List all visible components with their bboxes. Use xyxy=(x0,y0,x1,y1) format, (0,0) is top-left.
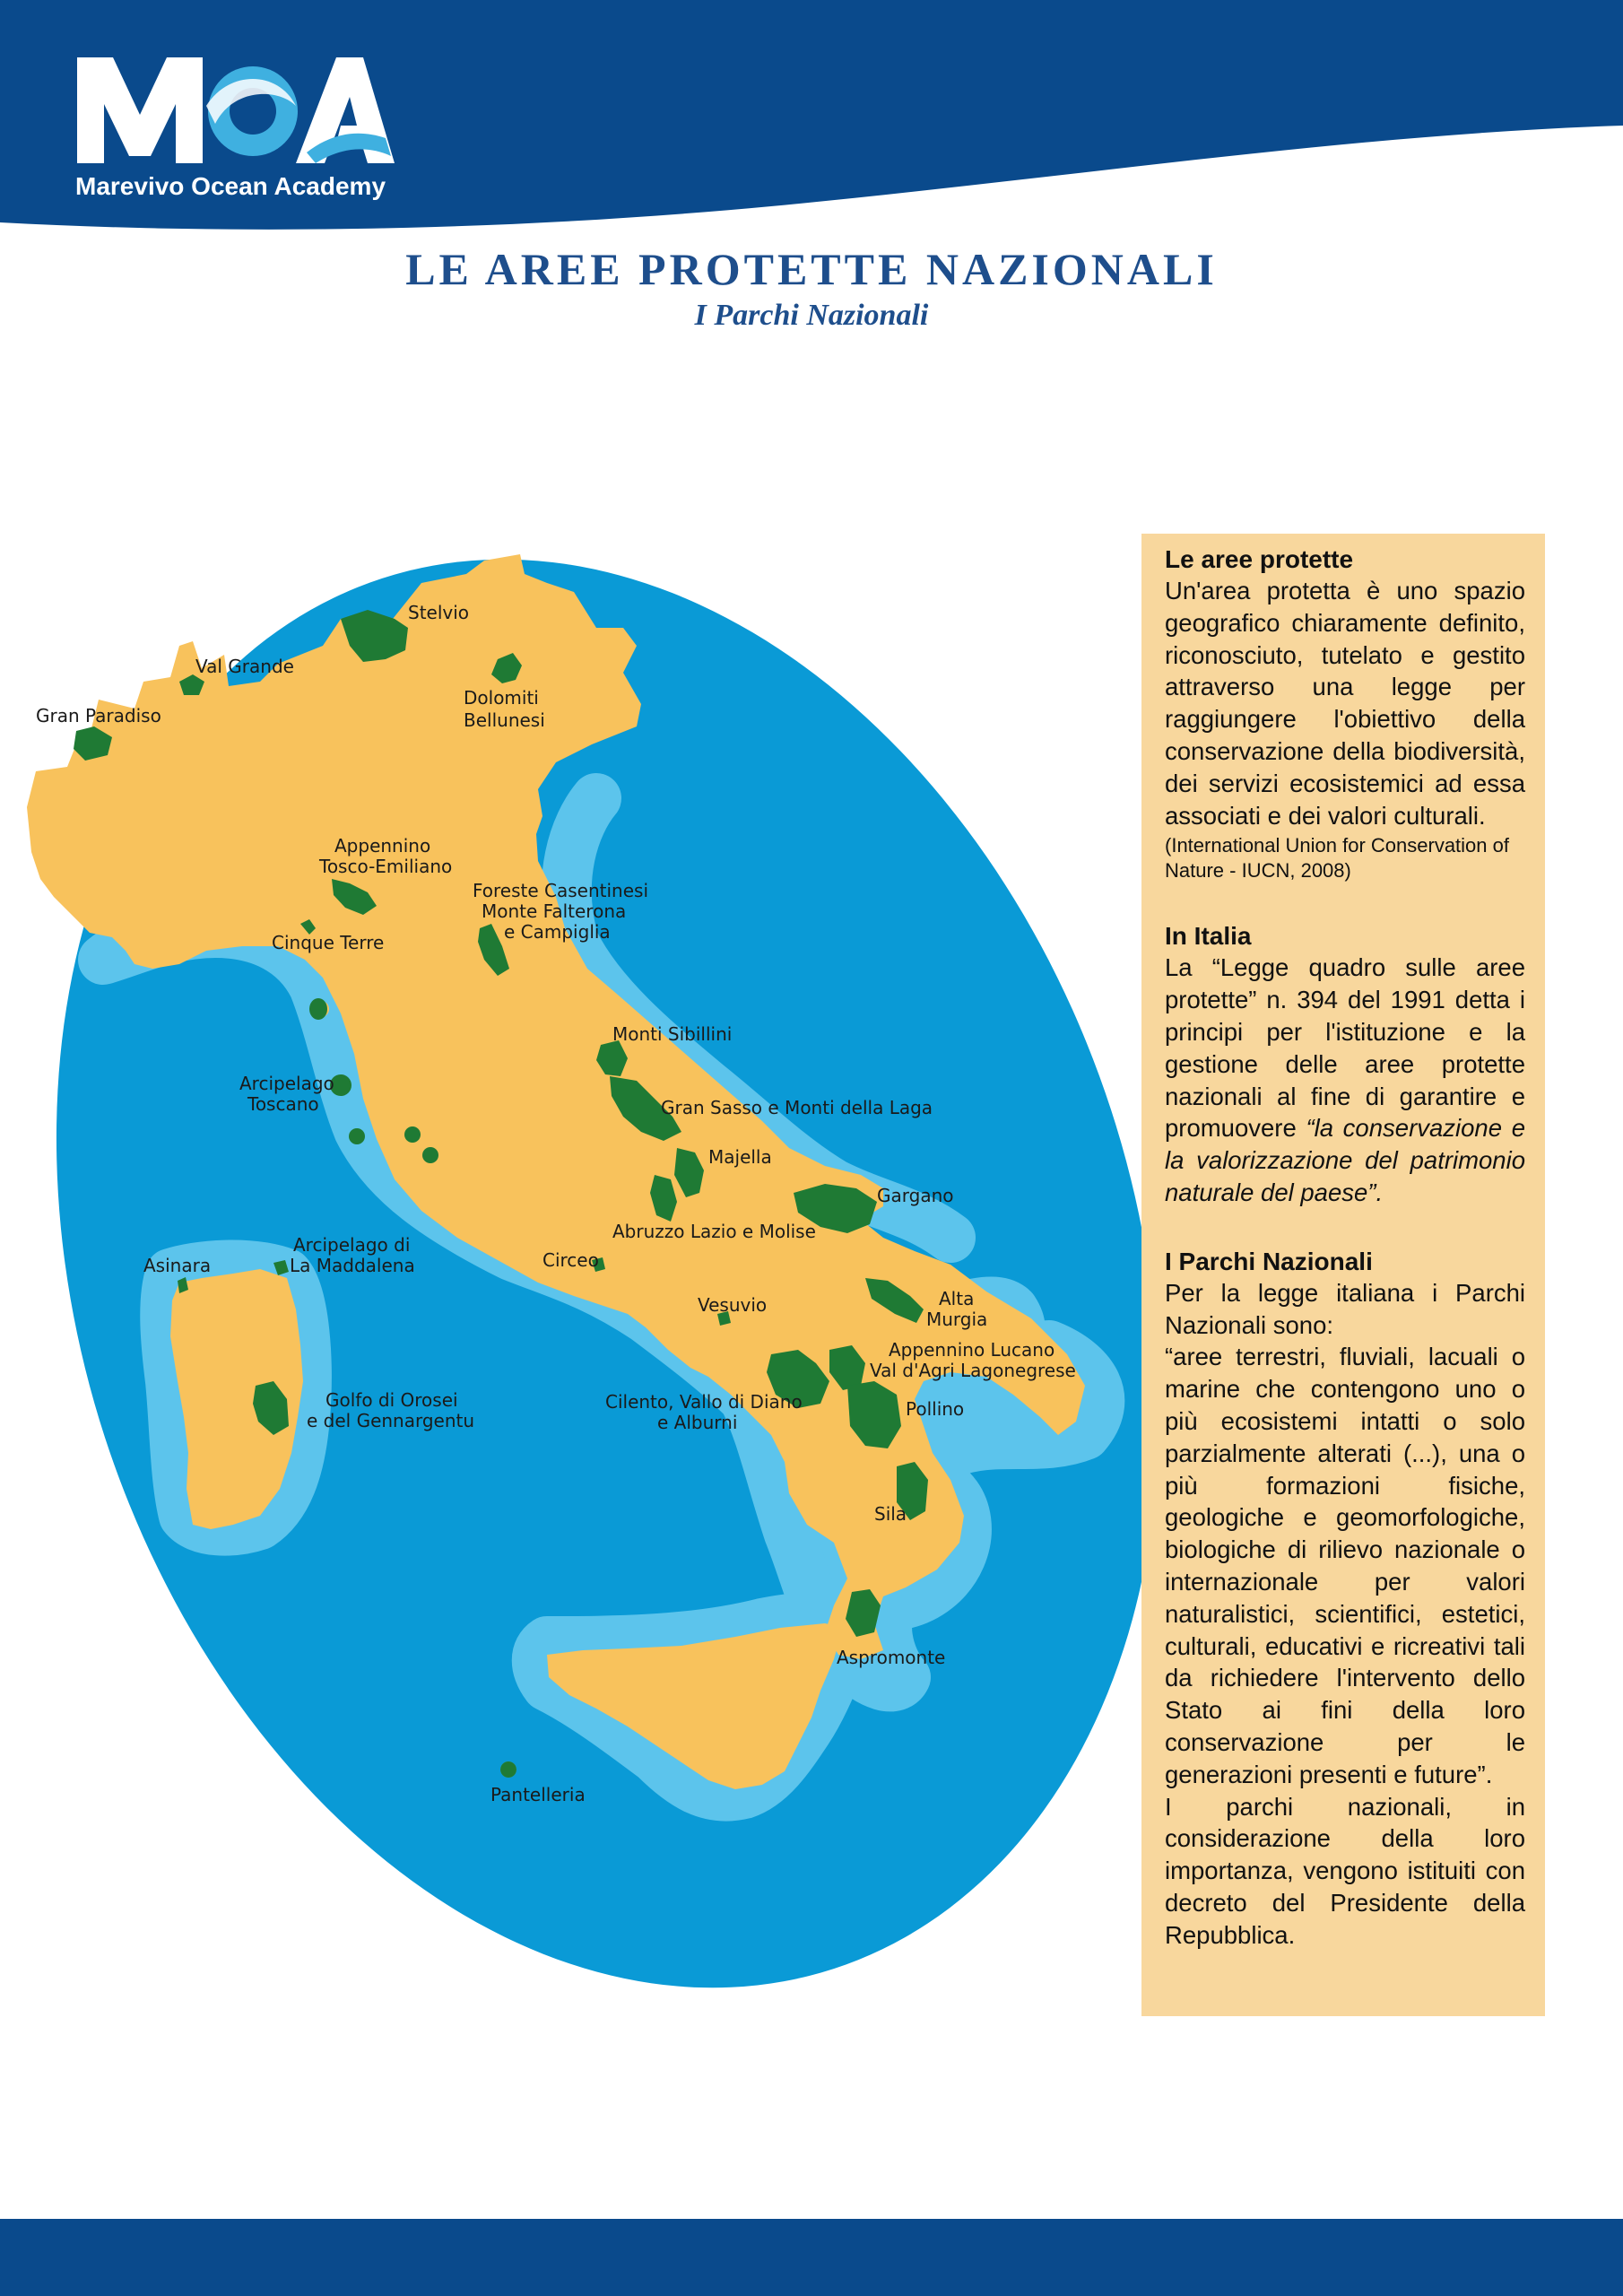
section-heading: In Italia xyxy=(1165,922,1252,951)
park-pantelleria xyxy=(500,1761,516,1778)
moa-logo-mark xyxy=(72,52,395,169)
park-arcipelago-toscano-1 xyxy=(309,998,327,1020)
map-label: Abruzzo Lazio e Molise xyxy=(612,1221,816,1242)
map-label: Majella xyxy=(708,1146,772,1168)
map-label: Monte Falterona xyxy=(482,900,627,922)
map-label: Tosco-Emiliano xyxy=(319,856,453,877)
map-label: Golfo di Orosei xyxy=(325,1389,458,1411)
map-label: Toscano xyxy=(247,1093,319,1115)
map-label: Arcipelago di xyxy=(293,1234,411,1256)
map-label: Murgia xyxy=(926,1309,988,1330)
section-text-plain: La “Legge quadro sulle aree protette” n. 394 del 1991 detta i principi per l'istituzione e la gestione delle aree protette nazionali al fine di garantire e promuovere xyxy=(1165,953,1525,1143)
section-text: I parchi nazionali, in considerazione della loro importanza, vengono istituiti con decreto del Presidente della Repubblica. xyxy=(1165,1792,1525,1949)
moa-logo xyxy=(72,52,395,204)
map-label: Stelvio xyxy=(408,602,470,623)
map-label: Cinque Terre xyxy=(272,932,385,953)
map-label: e Campiglia xyxy=(504,921,611,943)
map-label: Val Grande xyxy=(195,656,294,677)
section-in-italia xyxy=(1165,921,1525,1208)
map-label: Aspromonte xyxy=(837,1647,946,1668)
map-label: Monti Sibillini xyxy=(612,1023,733,1045)
map-label: Arcipelago xyxy=(239,1073,334,1094)
info-box xyxy=(1141,534,1545,2016)
map-label: Foreste Casentinesi xyxy=(473,880,649,901)
map-label: Pollino xyxy=(906,1398,965,1420)
title-block xyxy=(0,240,1623,334)
section-text: Un'area protetta è uno spazio geografico chiaramente definito, riconosciuto, tutelato e gestito attraverso una legge per raggiungere l'obiettivo della conservazione della biodiversità, dei servizi ecosistemici ad essa associati e dei valori culturali. xyxy=(1165,577,1525,830)
map-label: e del Gennargentu xyxy=(307,1410,475,1431)
map-label: e Alburni xyxy=(657,1412,738,1433)
map-label: Gargano xyxy=(877,1185,954,1206)
map-label: Sila xyxy=(874,1503,907,1525)
section-parchi-nazionali xyxy=(1165,1247,1525,1952)
section-text: Per la legge italiana i Parchi Nazionali sono: xyxy=(1165,1278,1525,1339)
section-aree-protette xyxy=(1165,544,1525,883)
section-heading: I Parchi Nazionali xyxy=(1165,1247,1373,1275)
map-label: Asinara xyxy=(143,1255,212,1276)
map-label: Circeo xyxy=(542,1249,599,1271)
logo-tagline: Marevivo Ocean Academy xyxy=(75,172,386,200)
map-label: Alta xyxy=(939,1288,975,1309)
park-arcipelago-toscano-3 xyxy=(349,1128,365,1144)
map-label: Appennino xyxy=(334,835,431,857)
section-text xyxy=(1165,952,1525,1208)
map-label: Dolomiti xyxy=(464,687,539,709)
page-title: LE AREE PROTETTE NAZIONALI xyxy=(405,244,1218,294)
section-heading: Le aree protette xyxy=(1165,545,1354,573)
map-label: Gran Sasso e Monti della Laga xyxy=(661,1097,933,1118)
section-quote: “la conservazione e la valorizzazione del patrimonio naturale del paese”. xyxy=(1165,1114,1525,1206)
page-subtitle: I Parchi Nazionali xyxy=(694,299,929,332)
map-label: Cilento, Vallo di Diano xyxy=(605,1391,803,1413)
map-label: Pantelleria xyxy=(490,1784,586,1805)
footer-band xyxy=(0,2219,1623,2296)
map-label: Vesuvio xyxy=(698,1294,768,1316)
section-citation: (International Union for Conservation of Nature - IUCN, 2008) xyxy=(1165,834,1509,883)
map-label: Bellunesi xyxy=(464,709,545,731)
map-label: Gran Paradiso xyxy=(36,705,161,726)
map-label: Val d'Agri Lagonegrese xyxy=(870,1360,1076,1381)
map-label: La Maddalena xyxy=(290,1255,415,1276)
section-definition: “aree terrestri, fluviali, lacuali o marine che contengono uno o più ecosistemi intatti o solo parzialmente alterati (...), una o più formazioni fisiche, geologiche e geomorfologiche, biologiche di rilievo nazionale o internazionale per valori naturalistici, scientifici, estetici, culturali, educativi e ricreativi tali da richiedere l'intervento dello Stato ai fini della loro conservazione per le generazioni presenti e future”. xyxy=(1165,1343,1525,1788)
italy-parks-map xyxy=(0,538,1148,2018)
park-arcipelago-toscano-4 xyxy=(404,1126,421,1143)
map-label: Appennino Lucano xyxy=(889,1339,1055,1361)
park-arcipelago-toscano-5 xyxy=(422,1147,438,1163)
